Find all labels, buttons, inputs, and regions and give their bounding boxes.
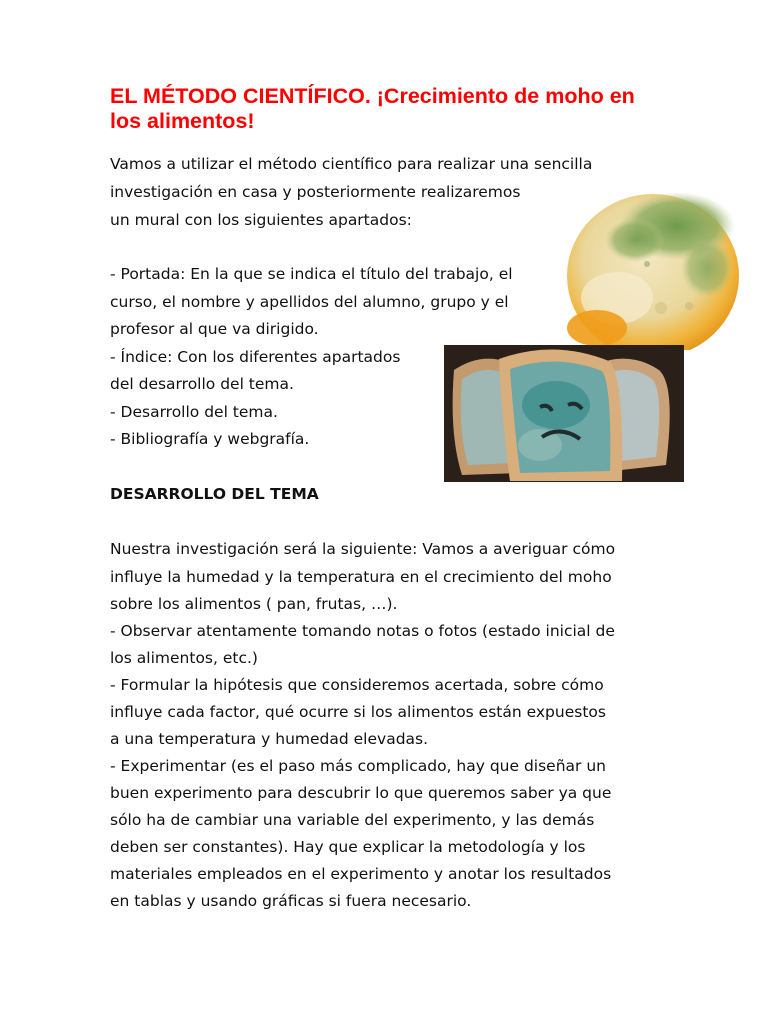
body-line: deben ser constantes). Hay que explicar la metodología y los (110, 838, 586, 856)
body-line: a una temperatura y humedad elevadas. (110, 730, 429, 748)
document-title: EL MÉTODO CIENTÍFICO. ¡Crecimiento de moho en los alimentos! (110, 84, 635, 133)
body-line: - Formular la hipótesis que consideremos acertada, sobre cómo (110, 676, 604, 694)
list-item: curso, el nombre y apellidos del alumno, grupo y el (110, 293, 509, 311)
list-item: - Bibliografía y webgrafía. (110, 430, 310, 448)
body-line: sobre los alimentos ( pan, frutas, …). (110, 595, 398, 613)
body-line: - Observar atentamente tomando notas o fotos (estado inicial de (110, 622, 615, 640)
intro-line: investigación en casa y posteriormente realizaremos (110, 183, 521, 201)
body-line: sólo ha de cambiar una variable del experimento, y las demás (110, 811, 595, 829)
list-item: - Índice: Con los diferentes apartados (110, 348, 401, 366)
moldy-bread-image (444, 345, 684, 482)
body-line: buen experimento para descubrir lo que queremos saber ya que (110, 784, 612, 802)
body-line: en tablas y usando gráficas si fuera necesario. (110, 892, 472, 910)
body-line: Nuestra investigación será la siguiente: Vamos a averiguar cómo (110, 540, 616, 558)
body-line: - Experimentar (es el paso más complicado, hay que diseñar un (110, 757, 606, 775)
list-item: - Portada: En la que se indica el título del trabajo, el (110, 265, 513, 283)
list-item: del desarrollo del tema. (110, 375, 294, 393)
section-heading: DESARROLLO DEL TEMA (110, 485, 319, 503)
body-line: materiales empleados en el experimento y anotar los resultados (110, 865, 612, 883)
body-line: influye la humedad y la temperatura en el crecimiento del moho (110, 568, 612, 586)
intro-line: Vamos a utilizar el método científico para realizar una sencilla (110, 155, 593, 173)
list-item: profesor al que va dirigido. (110, 320, 319, 338)
list-item: - Desarrollo del tema. (110, 403, 278, 421)
intro-line: un mural con los siguientes apartados: (110, 211, 412, 229)
body-line: influye cada factor, qué ocurre si los alimentos están expuestos (110, 703, 606, 721)
body-line: los alimentos, etc.) (110, 649, 258, 667)
moldy-orange-image (557, 188, 747, 350)
